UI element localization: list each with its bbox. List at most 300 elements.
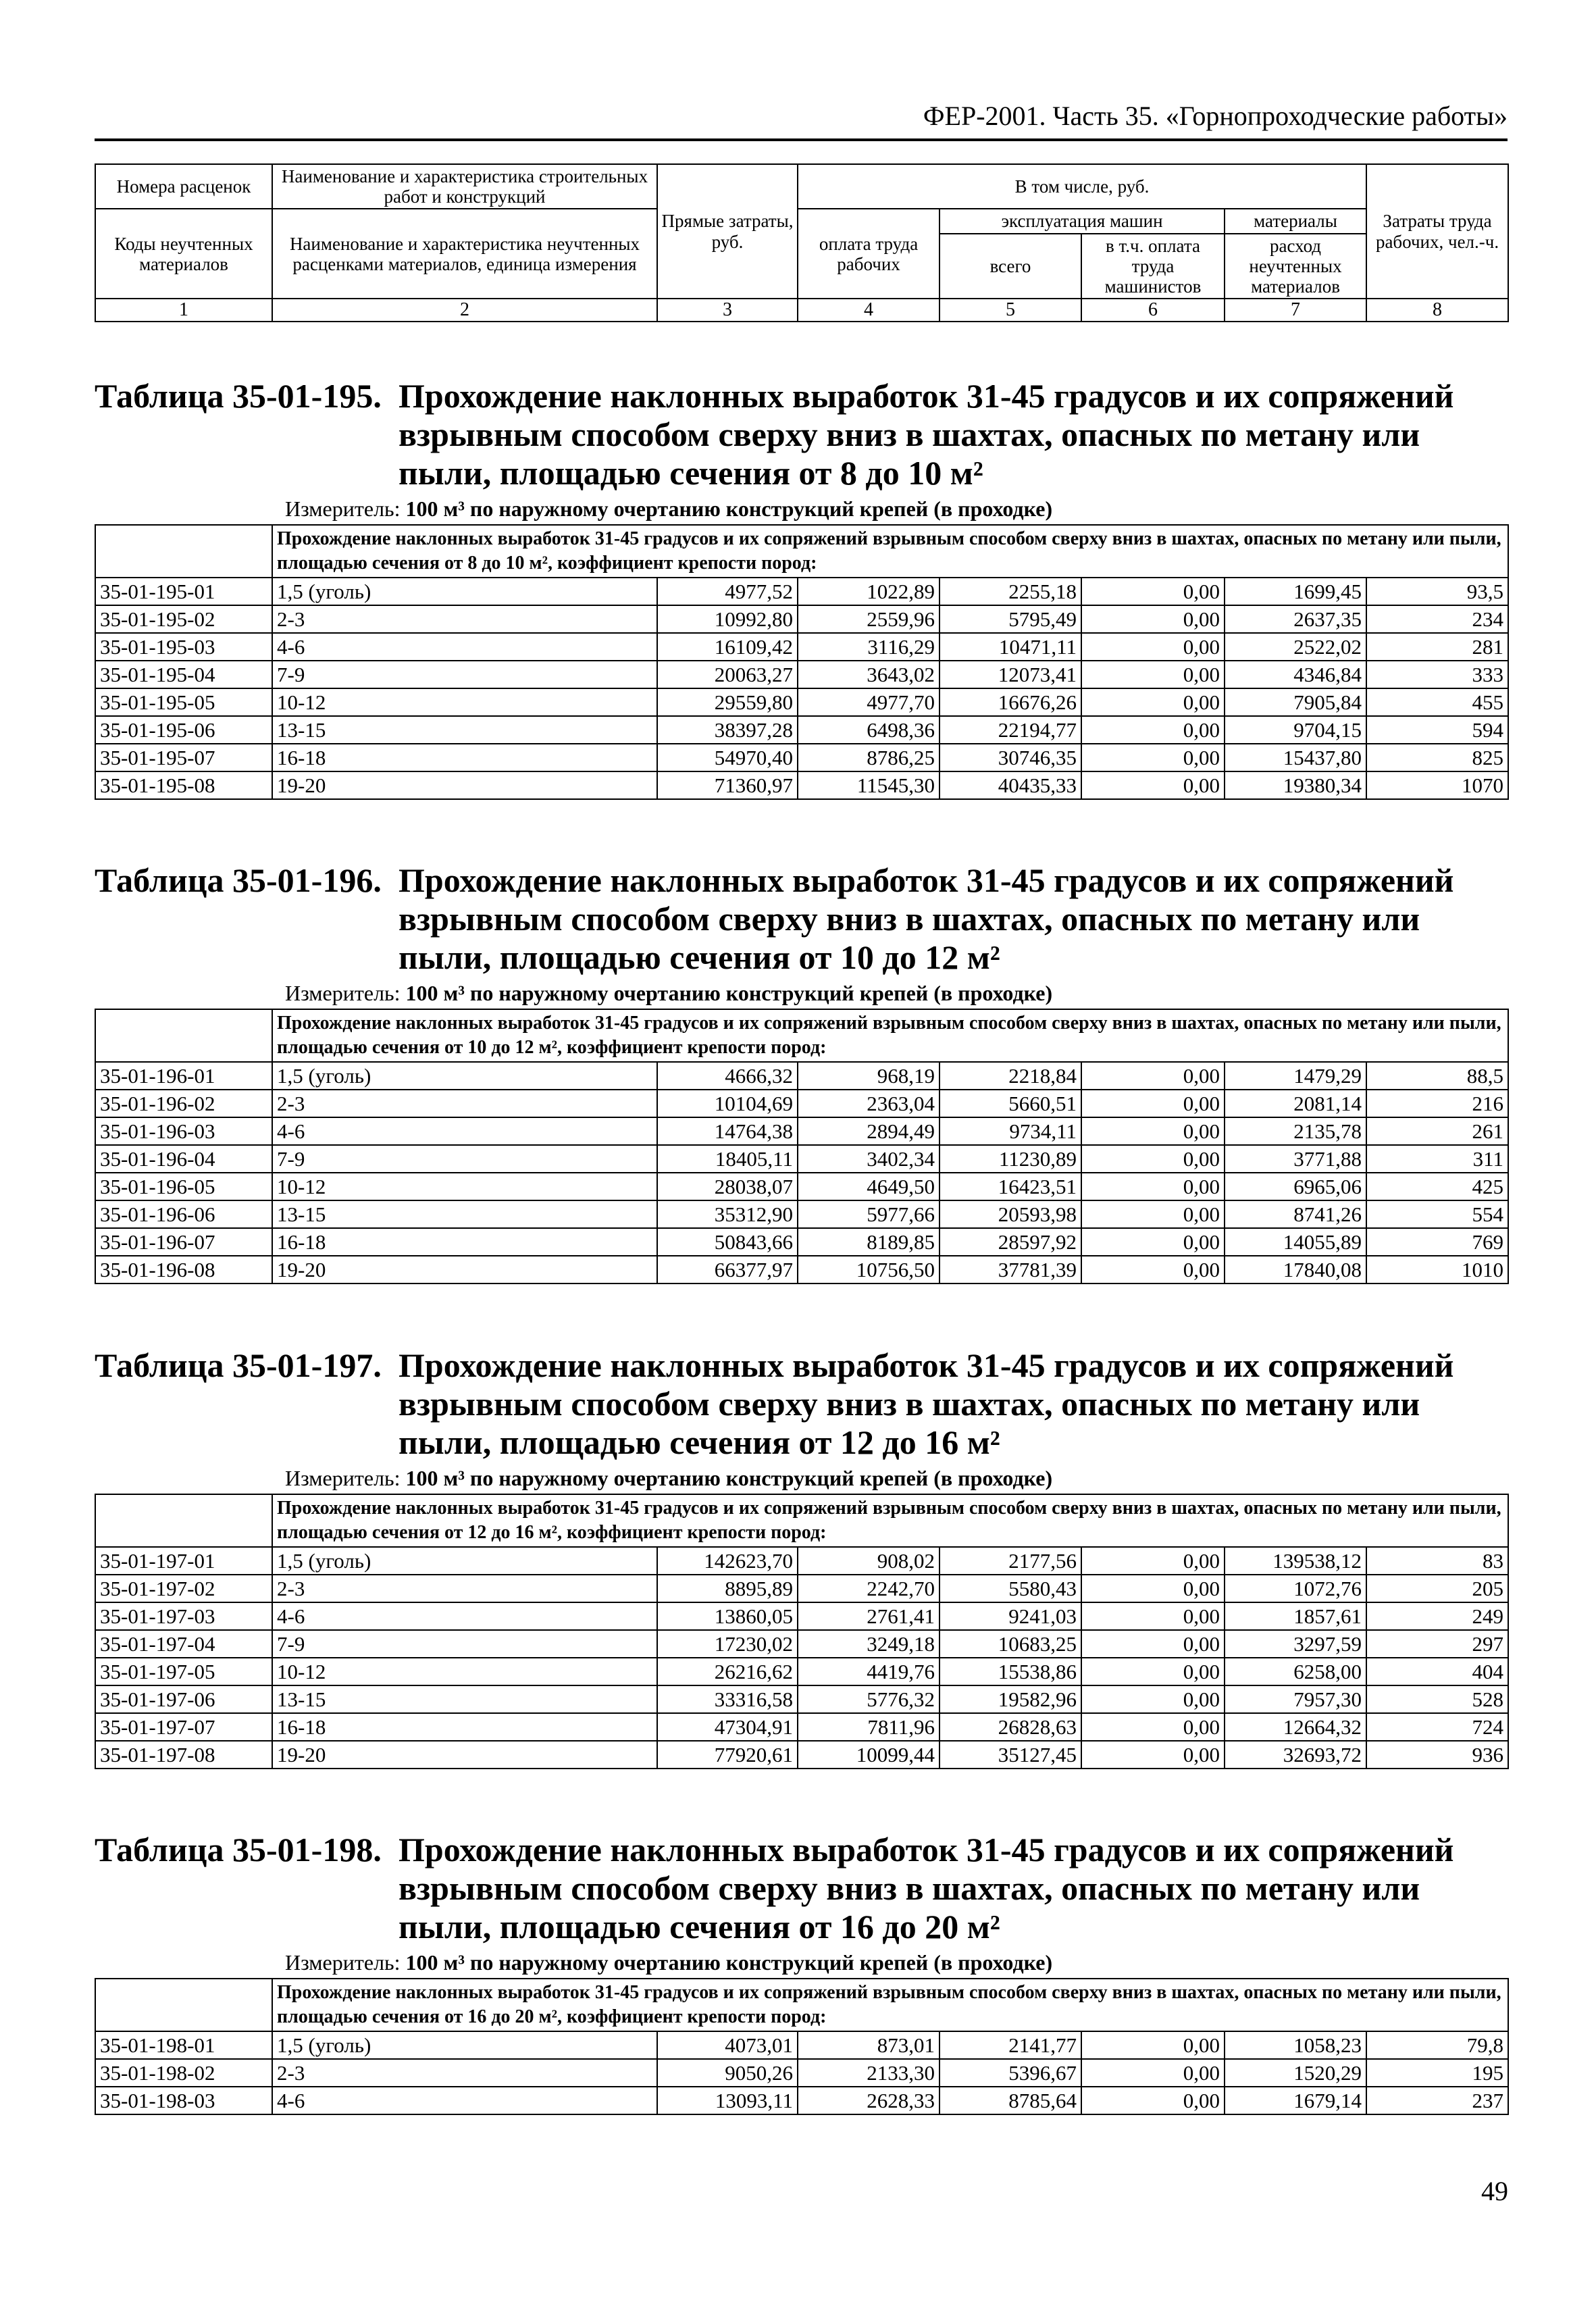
table-description: Прохождение наклонных выработок 31-45 градусов и их сопряжений взрывным способом сверху вниз в шахтах, опасных по метану или пыли, площадью сечения от 8 до 10 м², коэффициент крепости пород: [272, 525, 1508, 578]
cost-value: 16423,51 [939, 1173, 1081, 1200]
cost-value: 0,00 [1081, 2031, 1225, 2059]
col3-label: Прямые затраты, руб. [657, 164, 798, 299]
cost-value: 0,00 [1081, 1117, 1225, 1145]
rock-strength: 19-20 [272, 1256, 657, 1283]
cost-value: 1699,45 [1225, 578, 1366, 605]
meter-label: Измеритель: [285, 497, 401, 521]
cost-value: 35127,45 [939, 1741, 1081, 1769]
rate-code: 35-01-197-06 [95, 1685, 272, 1713]
meter-label: Измеритель: [285, 1950, 401, 1975]
materials-label: материалы [1225, 209, 1366, 233]
table-section [95, 861, 1508, 1284]
col-number: 6 [1081, 299, 1225, 321]
cost-value: 13093,11 [657, 2087, 798, 2114]
rock-strength: 7-9 [272, 1630, 657, 1658]
cost-value: 0,00 [1081, 1062, 1225, 1090]
table-row [95, 716, 1508, 744]
rock-strength: 1,5 (уголь) [272, 578, 657, 605]
rate-code: 35-01-195-02 [95, 605, 272, 633]
empty-cell [95, 1009, 272, 1062]
rates-table [95, 1494, 1509, 1769]
cost-value: 9241,03 [939, 1602, 1081, 1630]
table-section [95, 1346, 1508, 1769]
cost-value: 54970,40 [657, 744, 798, 771]
cost-value: 404 [1366, 1658, 1508, 1685]
table-section [95, 377, 1508, 800]
cost-value: 20063,27 [657, 661, 798, 688]
table-row [95, 1685, 1508, 1713]
table-row [95, 1200, 1508, 1228]
cost-value: 936 [1366, 1741, 1508, 1769]
cost-value: 594 [1366, 716, 1508, 744]
cost-value: 0,00 [1081, 744, 1225, 771]
rate-code: 35-01-196-03 [95, 1117, 272, 1145]
cost-value: 7957,30 [1225, 1685, 1366, 1713]
cost-value: 1857,61 [1225, 1602, 1366, 1630]
cost-value: 2141,77 [939, 2031, 1081, 2059]
table-row [95, 578, 1508, 605]
page-header: ФЕР-2001. Часть 35. «Горнопроходческие работы» [95, 100, 1508, 141]
cost-value: 0,00 [1081, 1630, 1225, 1658]
cost-value: 216 [1366, 1090, 1508, 1117]
rock-strength: 2-3 [272, 1575, 657, 1602]
cost-value: 3402,34 [798, 1145, 939, 1173]
cost-value: 0,00 [1081, 1090, 1225, 1117]
cost-value: 35312,90 [657, 1200, 798, 1228]
col8-label: Затраты труда рабочих, чел.-ч. [1366, 164, 1508, 299]
rock-strength: 13-15 [272, 1685, 657, 1713]
cost-value: 2894,49 [798, 1117, 939, 1145]
cost-value: 47304,91 [657, 1713, 798, 1741]
cost-value: 142623,70 [657, 1547, 798, 1575]
rate-code: 35-01-197-08 [95, 1741, 272, 1769]
cost-value: 30746,35 [939, 744, 1081, 771]
cost-value: 0,00 [1081, 661, 1225, 688]
rock-strength: 2-3 [272, 1090, 657, 1117]
rate-code: 35-01-197-05 [95, 1658, 272, 1685]
cost-value: 12664,32 [1225, 1713, 1366, 1741]
meter-value: 100 м³ по наружному очертанию конструкций крепей (в проходке) [405, 497, 1053, 521]
cost-value: 28597,92 [939, 1228, 1081, 1256]
cost-value: 2761,41 [798, 1602, 939, 1630]
cost-value: 10992,80 [657, 605, 798, 633]
rock-strength: 19-20 [272, 771, 657, 799]
meter-value: 100 м³ по наружному очертанию конструкций крепей (в проходке) [405, 1466, 1053, 1490]
cost-value: 311 [1366, 1145, 1508, 1173]
table-number: Таблица 35-01-196. [95, 861, 382, 899]
cost-value: 297 [1366, 1630, 1508, 1658]
table-title [95, 1346, 1508, 1462]
empty-cell [95, 1494, 272, 1547]
cost-value: 6965,06 [1225, 1173, 1366, 1200]
col-number: 3 [657, 299, 798, 321]
cost-value: 237 [1366, 2087, 1508, 2114]
cost-value: 1070 [1366, 771, 1508, 799]
col-number: 2 [272, 299, 657, 321]
rate-code: 35-01-196-06 [95, 1200, 272, 1228]
cost-value: 5396,67 [939, 2059, 1081, 2087]
rock-strength: 16-18 [272, 1713, 657, 1741]
cost-value: 8741,26 [1225, 1200, 1366, 1228]
rock-strength: 10-12 [272, 1658, 657, 1685]
cost-value: 29559,80 [657, 688, 798, 716]
rate-code: 35-01-195-08 [95, 771, 272, 799]
cost-value: 10683,25 [939, 1630, 1081, 1658]
cost-value: 9050,26 [657, 2059, 798, 2087]
cost-value: 2255,18 [939, 578, 1081, 605]
cost-value: 2133,30 [798, 2059, 939, 2087]
table-name: Прохождение наклонных выработок 31-45 градусов и их сопряжений взрывным способом сверху вниз в шахтах, опасных по метану или пыли, площадью сечения от 12 до 16 м² [398, 1346, 1454, 1461]
table-row [95, 1741, 1508, 1769]
cost-value: 9704,15 [1225, 716, 1366, 744]
rock-strength: 2-3 [272, 2059, 657, 2087]
meter-line [285, 497, 1508, 522]
rate-code: 35-01-197-07 [95, 1713, 272, 1741]
table-row [95, 1658, 1508, 1685]
col1-bottom-label: Коды неучтенных материалов [95, 209, 272, 299]
col2-bottom-label: Наименование и характеристика неучтенных расценками материалов, единица измерения [272, 209, 657, 299]
rate-code: 35-01-197-02 [95, 1575, 272, 1602]
cost-value: 825 [1366, 744, 1508, 771]
cost-value: 71360,97 [657, 771, 798, 799]
cost-value: 20593,98 [939, 1200, 1081, 1228]
cost-value: 1058,23 [1225, 2031, 1366, 2059]
meter-value: 100 м³ по наружному очертанию конструкций крепей (в проходке) [405, 981, 1053, 1005]
description-row [95, 1979, 1508, 2031]
rock-strength: 4-6 [272, 1117, 657, 1145]
cost-value: 425 [1366, 1173, 1508, 1200]
cost-value: 2081,14 [1225, 1090, 1366, 1117]
cost-value: 9734,11 [939, 1117, 1081, 1145]
rock-strength: 10-12 [272, 688, 657, 716]
rock-strength: 1,5 (уголь) [272, 1062, 657, 1090]
cost-value: 38397,28 [657, 716, 798, 744]
cost-value: 3297,59 [1225, 1630, 1366, 1658]
cost-value: 5776,32 [798, 1685, 939, 1713]
cost-value: 8786,25 [798, 744, 939, 771]
cost-value: 3643,02 [798, 661, 939, 688]
cost-value: 40435,33 [939, 771, 1081, 799]
cost-value: 4419,76 [798, 1658, 939, 1685]
rate-code: 35-01-195-05 [95, 688, 272, 716]
table-section [95, 1831, 1508, 2115]
table-description: Прохождение наклонных выработок 31-45 градусов и их сопряжений взрывным способом сверху вниз в шахтах, опасных по метану или пыли, площадью сечения от 16 до 20 м², коэффициент крепости пород: [272, 1979, 1508, 2031]
meter-label: Измеритель: [285, 981, 401, 1005]
rate-code: 35-01-197-04 [95, 1630, 272, 1658]
cost-value: 1010 [1366, 1256, 1508, 1283]
cost-value: 66377,97 [657, 1256, 798, 1283]
cost-value: 2628,33 [798, 2087, 939, 2114]
cost-value: 0,00 [1081, 1200, 1225, 1228]
cost-value: 2363,04 [798, 1090, 939, 1117]
cost-value: 28038,07 [657, 1173, 798, 1200]
cost-value: 261 [1366, 1117, 1508, 1145]
cost-value: 19380,34 [1225, 771, 1366, 799]
cost-value: 1679,14 [1225, 2087, 1366, 2114]
table-row [95, 1547, 1508, 1575]
cost-value: 2637,35 [1225, 605, 1366, 633]
cost-value: 10756,50 [798, 1256, 939, 1283]
cost-value: 195 [1366, 2059, 1508, 2087]
rate-code: 35-01-195-07 [95, 744, 272, 771]
rate-code: 35-01-196-05 [95, 1173, 272, 1200]
cost-value: 16109,42 [657, 633, 798, 661]
cost-value: 0,00 [1081, 1228, 1225, 1256]
rate-code: 35-01-195-06 [95, 716, 272, 744]
cost-value: 14764,38 [657, 1117, 798, 1145]
table-row [95, 1602, 1508, 1630]
cost-value: 4977,52 [657, 578, 798, 605]
cost-value: 8895,89 [657, 1575, 798, 1602]
table-name: Прохождение наклонных выработок 31-45 градусов и их сопряжений взрывным способом сверху вниз в шахтах, опасных по метану или пыли, площадью сечения от 10 до 12 м² [398, 861, 1454, 976]
table-row [95, 1713, 1508, 1741]
table-row [95, 1062, 1508, 1090]
rate-code: 35-01-196-02 [95, 1090, 272, 1117]
cost-value: 19582,96 [939, 1685, 1081, 1713]
cost-value: 0,00 [1081, 1602, 1225, 1630]
cost-value: 234 [1366, 605, 1508, 633]
table-row [95, 2059, 1508, 2087]
rate-code: 35-01-196-07 [95, 1228, 272, 1256]
cost-value: 5795,49 [939, 605, 1081, 633]
col2-top-label: Наименование и характеристика строительных работ и конструкций [272, 164, 657, 209]
rock-strength: 4-6 [272, 2087, 657, 2114]
empty-cell [95, 525, 272, 578]
col6-label: в т.ч. оплата труда машинистов [1081, 234, 1225, 299]
rates-table [95, 524, 1509, 800]
cost-value: 0,00 [1081, 771, 1225, 799]
cost-value: 4346,84 [1225, 661, 1366, 688]
meter-line [285, 981, 1508, 1006]
cost-value: 4666,32 [657, 1062, 798, 1090]
cost-value: 2135,78 [1225, 1117, 1366, 1145]
cost-value: 26216,62 [657, 1658, 798, 1685]
table-row [95, 688, 1508, 716]
rock-strength: 19-20 [272, 1741, 657, 1769]
table-row [95, 2087, 1508, 2114]
cost-value: 908,02 [798, 1547, 939, 1575]
cost-value: 281 [1366, 633, 1508, 661]
rates-table [95, 1009, 1509, 1284]
description-row [95, 1009, 1508, 1062]
cost-value: 205 [1366, 1575, 1508, 1602]
cost-value: 14055,89 [1225, 1228, 1366, 1256]
table-row [95, 1145, 1508, 1173]
col-number: 1 [95, 299, 272, 321]
table-number: Таблица 35-01-198. [95, 1831, 382, 1869]
cost-value: 93,5 [1366, 578, 1508, 605]
cost-value: 2242,70 [798, 1575, 939, 1602]
table-description: Прохождение наклонных выработок 31-45 градусов и их сопряжений взрывным способом сверху вниз в шахтах, опасных по метану или пыли, площадью сечения от 12 до 16 м², коэффициент крепости пород: [272, 1494, 1508, 1547]
cost-value: 50843,66 [657, 1228, 798, 1256]
col-number: 4 [798, 299, 939, 321]
cost-value: 2522,02 [1225, 633, 1366, 661]
table-row [95, 744, 1508, 771]
table-row [95, 605, 1508, 633]
cost-value: 4073,01 [657, 2031, 798, 2059]
cost-value: 1479,29 [1225, 1062, 1366, 1090]
page-number: 49 [1481, 2176, 1508, 2206]
meter-label: Измеритель: [285, 1466, 401, 1490]
table-row [95, 1173, 1508, 1200]
cost-value: 2177,56 [939, 1547, 1081, 1575]
rate-code: 35-01-196-08 [95, 1256, 272, 1283]
table-number: Таблица 35-01-197. [95, 1346, 382, 1384]
table-title [95, 861, 1508, 977]
rock-strength: 13-15 [272, 1200, 657, 1228]
cost-value: 13860,05 [657, 1602, 798, 1630]
cost-value: 10099,44 [798, 1741, 939, 1769]
cost-value: 37781,39 [939, 1256, 1081, 1283]
rock-strength: 13-15 [272, 716, 657, 744]
cost-value: 0,00 [1081, 1713, 1225, 1741]
rock-strength: 7-9 [272, 661, 657, 688]
cost-value: 2218,84 [939, 1062, 1081, 1090]
meter-line [285, 1466, 1508, 1491]
col-number: 8 [1366, 299, 1508, 321]
rates-table [95, 1978, 1509, 2115]
cost-value: 5580,43 [939, 1575, 1081, 1602]
cost-value: 0,00 [1081, 1173, 1225, 1200]
cost-value: 0,00 [1081, 1685, 1225, 1713]
cost-value: 0,00 [1081, 2087, 1225, 2114]
table-row [95, 1117, 1508, 1145]
cost-value: 77920,61 [657, 1741, 798, 1769]
cost-value: 5660,51 [939, 1090, 1081, 1117]
cost-value: 455 [1366, 688, 1508, 716]
cost-value: 249 [1366, 1602, 1508, 1630]
meter-line [285, 1950, 1508, 1975]
cost-value: 968,19 [798, 1062, 939, 1090]
cost-value: 3249,18 [798, 1630, 939, 1658]
cost-value: 0,00 [1081, 1256, 1225, 1283]
rate-code: 35-01-196-01 [95, 1062, 272, 1090]
machines-label: эксплуатация машин [939, 209, 1225, 233]
table-row [95, 661, 1508, 688]
cost-value: 0,00 [1081, 716, 1225, 744]
rock-strength: 2-3 [272, 605, 657, 633]
rate-code: 35-01-198-02 [95, 2059, 272, 2087]
rate-code: 35-01-195-04 [95, 661, 272, 688]
table-row [95, 1228, 1508, 1256]
rock-strength: 1,5 (уголь) [272, 2031, 657, 2059]
cost-value: 0,00 [1081, 578, 1225, 605]
cost-value: 0,00 [1081, 1575, 1225, 1602]
column-header-table [95, 163, 1509, 322]
cost-value: 3771,88 [1225, 1145, 1366, 1173]
table-row [95, 771, 1508, 799]
cost-value: 7905,84 [1225, 688, 1366, 716]
cost-value: 0,00 [1081, 2059, 1225, 2087]
cost-value: 873,01 [798, 2031, 939, 2059]
cost-value: 6258,00 [1225, 1658, 1366, 1685]
table-title [95, 1831, 1508, 1946]
cost-value: 79,8 [1366, 2031, 1508, 2059]
description-row [95, 1494, 1508, 1547]
cost-value: 0,00 [1081, 605, 1225, 633]
table-description: Прохождение наклонных выработок 31-45 градусов и их сопряжений взрывным способом сверху вниз в шахтах, опасных по метану или пыли, площадью сечения от 10 до 12 м², коэффициент крепости пород: [272, 1009, 1508, 1062]
cost-value: 7811,96 [798, 1713, 939, 1741]
col5-label: всего [939, 234, 1081, 299]
cost-value: 8189,85 [798, 1228, 939, 1256]
col-number: 7 [1225, 299, 1366, 321]
rock-strength: 4-6 [272, 633, 657, 661]
cost-value: 6498,36 [798, 716, 939, 744]
cost-value: 8785,64 [939, 2087, 1081, 2114]
cost-value: 88,5 [1366, 1062, 1508, 1090]
cost-value: 139538,12 [1225, 1547, 1366, 1575]
cost-value: 2559,96 [798, 605, 939, 633]
cost-value: 4977,70 [798, 688, 939, 716]
cost-value: 0,00 [1081, 688, 1225, 716]
table-number: Таблица 35-01-195. [95, 377, 382, 415]
rock-strength: 10-12 [272, 1173, 657, 1200]
meter-value: 100 м³ по наружному очертанию конструкций крепей (в проходке) [405, 1950, 1053, 1975]
cost-value: 1072,76 [1225, 1575, 1366, 1602]
table-row [95, 1575, 1508, 1602]
cost-value: 0,00 [1081, 633, 1225, 661]
rate-code: 35-01-197-01 [95, 1547, 272, 1575]
table-name: Прохождение наклонных выработок 31-45 градусов и их сопряжений взрывным способом сверху вниз в шахтах, опасных по метану или пыли, площадью сечения от 16 до 20 м² [398, 1831, 1454, 1946]
cost-value: 83 [1366, 1547, 1508, 1575]
cost-value: 0,00 [1081, 1658, 1225, 1685]
cost-value: 3116,29 [798, 633, 939, 661]
rate-code: 35-01-196-04 [95, 1145, 272, 1173]
rock-strength: 1,5 (уголь) [272, 1547, 657, 1575]
cost-value: 554 [1366, 1200, 1508, 1228]
cost-value: 0,00 [1081, 1547, 1225, 1575]
cost-value: 769 [1366, 1228, 1508, 1256]
cost-value: 18405,11 [657, 1145, 798, 1173]
description-row [95, 525, 1508, 578]
table-name: Прохождение наклонных выработок 31-45 градусов и их сопряжений взрывным способом сверху вниз в шахтах, опасных по метану или пыли, площадью сечения от 8 до 10 м² [398, 377, 1454, 492]
cost-value: 1520,29 [1225, 2059, 1366, 2087]
incl-label: В том числе, руб. [798, 164, 1366, 209]
cost-value: 16676,26 [939, 688, 1081, 716]
cost-value: 17230,02 [657, 1630, 798, 1658]
cost-value: 5977,66 [798, 1200, 939, 1228]
cost-value: 1022,89 [798, 578, 939, 605]
rate-code: 35-01-198-01 [95, 2031, 272, 2059]
rock-strength: 4-6 [272, 1602, 657, 1630]
cost-value: 17840,08 [1225, 1256, 1366, 1283]
cost-value: 0,00 [1081, 1741, 1225, 1769]
cost-value: 11230,89 [939, 1145, 1081, 1173]
cost-value: 33316,58 [657, 1685, 798, 1713]
table-row [95, 1090, 1508, 1117]
table-title [95, 377, 1508, 492]
cost-value: 4649,50 [798, 1173, 939, 1200]
rate-code: 35-01-195-03 [95, 633, 272, 661]
cost-value: 26828,63 [939, 1713, 1081, 1741]
cost-value: 22194,77 [939, 716, 1081, 744]
cost-value: 11545,30 [798, 771, 939, 799]
cost-value: 333 [1366, 661, 1508, 688]
col7-label: расход неучтенных материалов [1225, 234, 1366, 299]
cost-value: 10471,11 [939, 633, 1081, 661]
table-row [95, 2031, 1508, 2059]
table-row [95, 1256, 1508, 1283]
col1-top-label: Номера расценок [95, 164, 272, 209]
cost-value: 0,00 [1081, 1145, 1225, 1173]
rock-strength: 16-18 [272, 744, 657, 771]
rate-code: 35-01-195-01 [95, 578, 272, 605]
cost-value: 12073,41 [939, 661, 1081, 688]
cost-value: 15538,86 [939, 1658, 1081, 1685]
rate-code: 35-01-198-03 [95, 2087, 272, 2114]
cost-value: 15437,80 [1225, 744, 1366, 771]
table-row [95, 1630, 1508, 1658]
